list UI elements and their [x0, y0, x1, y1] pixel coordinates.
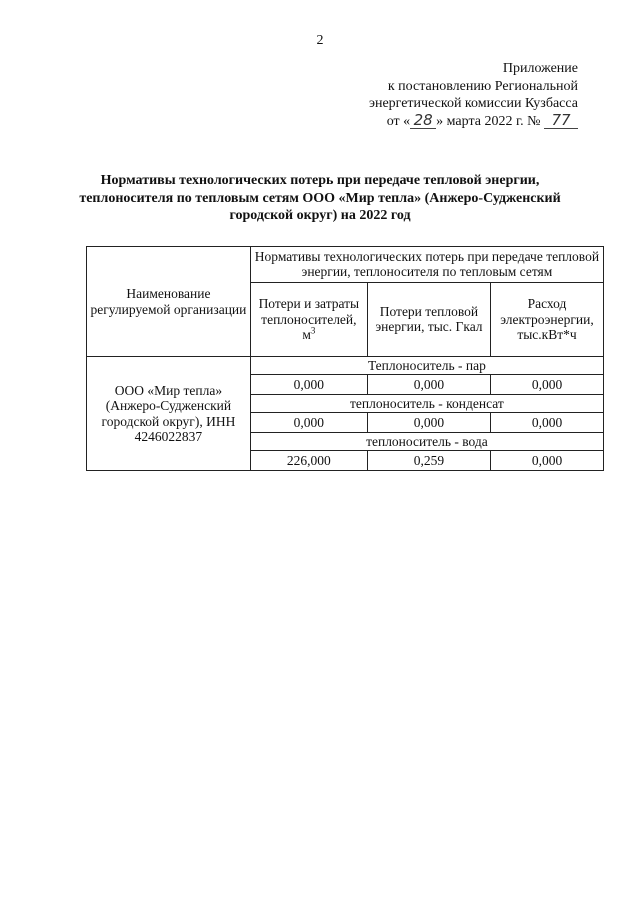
page-number: 2	[316, 33, 324, 48]
appendix-header	[369, 60, 578, 130]
heat-loss-header: Потери тепловой энергии, тыс. Гкал	[367, 282, 490, 356]
handwritten-day: 28	[410, 113, 436, 129]
table-header-row	[87, 247, 604, 283]
value-cell: 0,000	[250, 413, 367, 433]
value-cell: 0,000	[367, 413, 490, 433]
appendix-date-line	[369, 110, 578, 131]
value-cell: 0,000	[491, 413, 604, 433]
document-title	[40, 172, 600, 225]
title-line-1: Нормативы технологических потерь при передаче тепловой энергии,	[100, 173, 540, 188]
value-cell: 0,000	[367, 375, 490, 395]
appendix-title: Приложение	[502, 61, 578, 76]
coolant-loss-header: Потери и затраты теплоносителей, $м^3$	[250, 282, 367, 356]
date-middle: » марта 2022 г. №	[436, 113, 541, 129]
section-label: Теплоноситель - пар	[250, 357, 603, 375]
org-column-header: Наименование регулируемой организации	[87, 247, 251, 357]
norms-group-header: Нормативы технологических потерь при передаче тепловой энергии, теплоносителя по тепловым сетям	[250, 247, 603, 283]
value-cell: 0,000	[491, 451, 604, 471]
value-cell: 226,000	[250, 451, 367, 471]
section-label: теплоноситель - вода	[250, 433, 603, 451]
appendix-authority: энергетической комиссии Кузбасса	[368, 96, 578, 111]
norms-table	[86, 246, 604, 471]
value-cell: 0,000	[491, 375, 604, 395]
handwritten-doc-number: 77	[544, 113, 578, 129]
title-line-3: городской округ) на 2022 год	[229, 208, 411, 223]
title-line-2: теплоносителя по тепловым сетям ООО «Мир тепла» (Анжеро-Судженский	[79, 190, 561, 206]
value-cell: 0,259	[367, 451, 490, 471]
section-label: теплоноситель - конденсат	[250, 395, 603, 413]
section-row-steam	[87, 357, 604, 375]
electricity-header: Расход электроэнергии, тыс.кВт*ч	[491, 282, 604, 356]
appendix-reference: к постановлению Региональной	[387, 78, 578, 94]
value-cell: 0,000	[250, 375, 367, 395]
date-prefix: от «	[386, 113, 411, 129]
organization-name: ООО «Мир тепла» (Анжеро-Судженский городской округ), ИНН 4246022837	[87, 357, 251, 471]
unit-superscript: 3	[310, 325, 316, 336]
